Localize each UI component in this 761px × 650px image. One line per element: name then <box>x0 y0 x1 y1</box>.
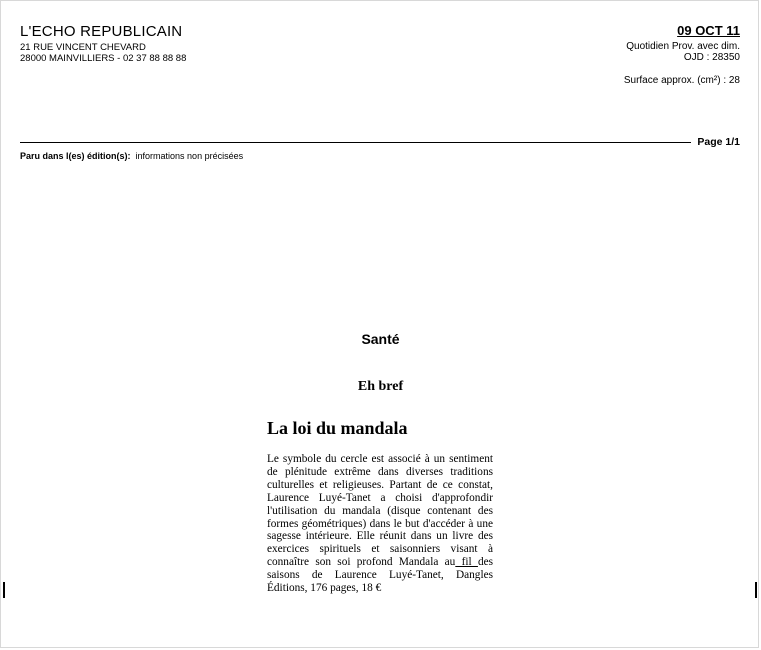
edition-info <box>20 151 243 161</box>
address-city-phone: 28000 MAINVILLIERS - 02 37 88 88 88 <box>20 53 187 64</box>
article-body-text: Le symbole du cercle est associé à un sentiment de plénitude extrême dans diverses traditions culturelles et religieuses. Partant de ce constat, Laurence Luyé-Tanet a choisi d'approfondir l'utilisation du mandala (disque contenant des formes géométriques) dans le but d'accéder à une sagesse intérieure. Elle réunit dans un livre des exercices spirituels et saisonniers visant à connaître son soi profond Mandala au <box>267 453 493 569</box>
periodicity: Quotidien Prov. avec dim. <box>626 41 740 52</box>
ojd-count: OJD : 28350 <box>683 52 740 63</box>
page-number: Page 1/1 <box>697 136 740 148</box>
article-body-link[interactable]: fil <box>455 556 478 569</box>
right-margin-mark <box>755 582 757 598</box>
article-headline: La loi du mandala <box>267 418 408 438</box>
left-margin-mark <box>3 582 5 598</box>
rubric-title: Eh bref <box>357 379 404 394</box>
section-title: Santé <box>361 331 400 347</box>
header-rule <box>20 142 691 143</box>
issue-date: 09 OCT 11 <box>677 23 740 38</box>
edition-label: Paru dans l(es) édition(s): <box>20 151 131 161</box>
edition-value: informations non précisées <box>135 151 244 161</box>
publication-name: L'ECHO REPUBLICAIN <box>20 23 183 40</box>
article-body <box>267 453 493 595</box>
article-body-text-end: des saisons de Laurence Luyé-Tanet, Dangles Éditions, 176 pages, 18 € <box>267 556 493 595</box>
address-street: 21 RUE VINCENT CHEVARD <box>20 42 146 53</box>
surface-area: Surface approx. (cm²) : 28 <box>623 75 740 86</box>
